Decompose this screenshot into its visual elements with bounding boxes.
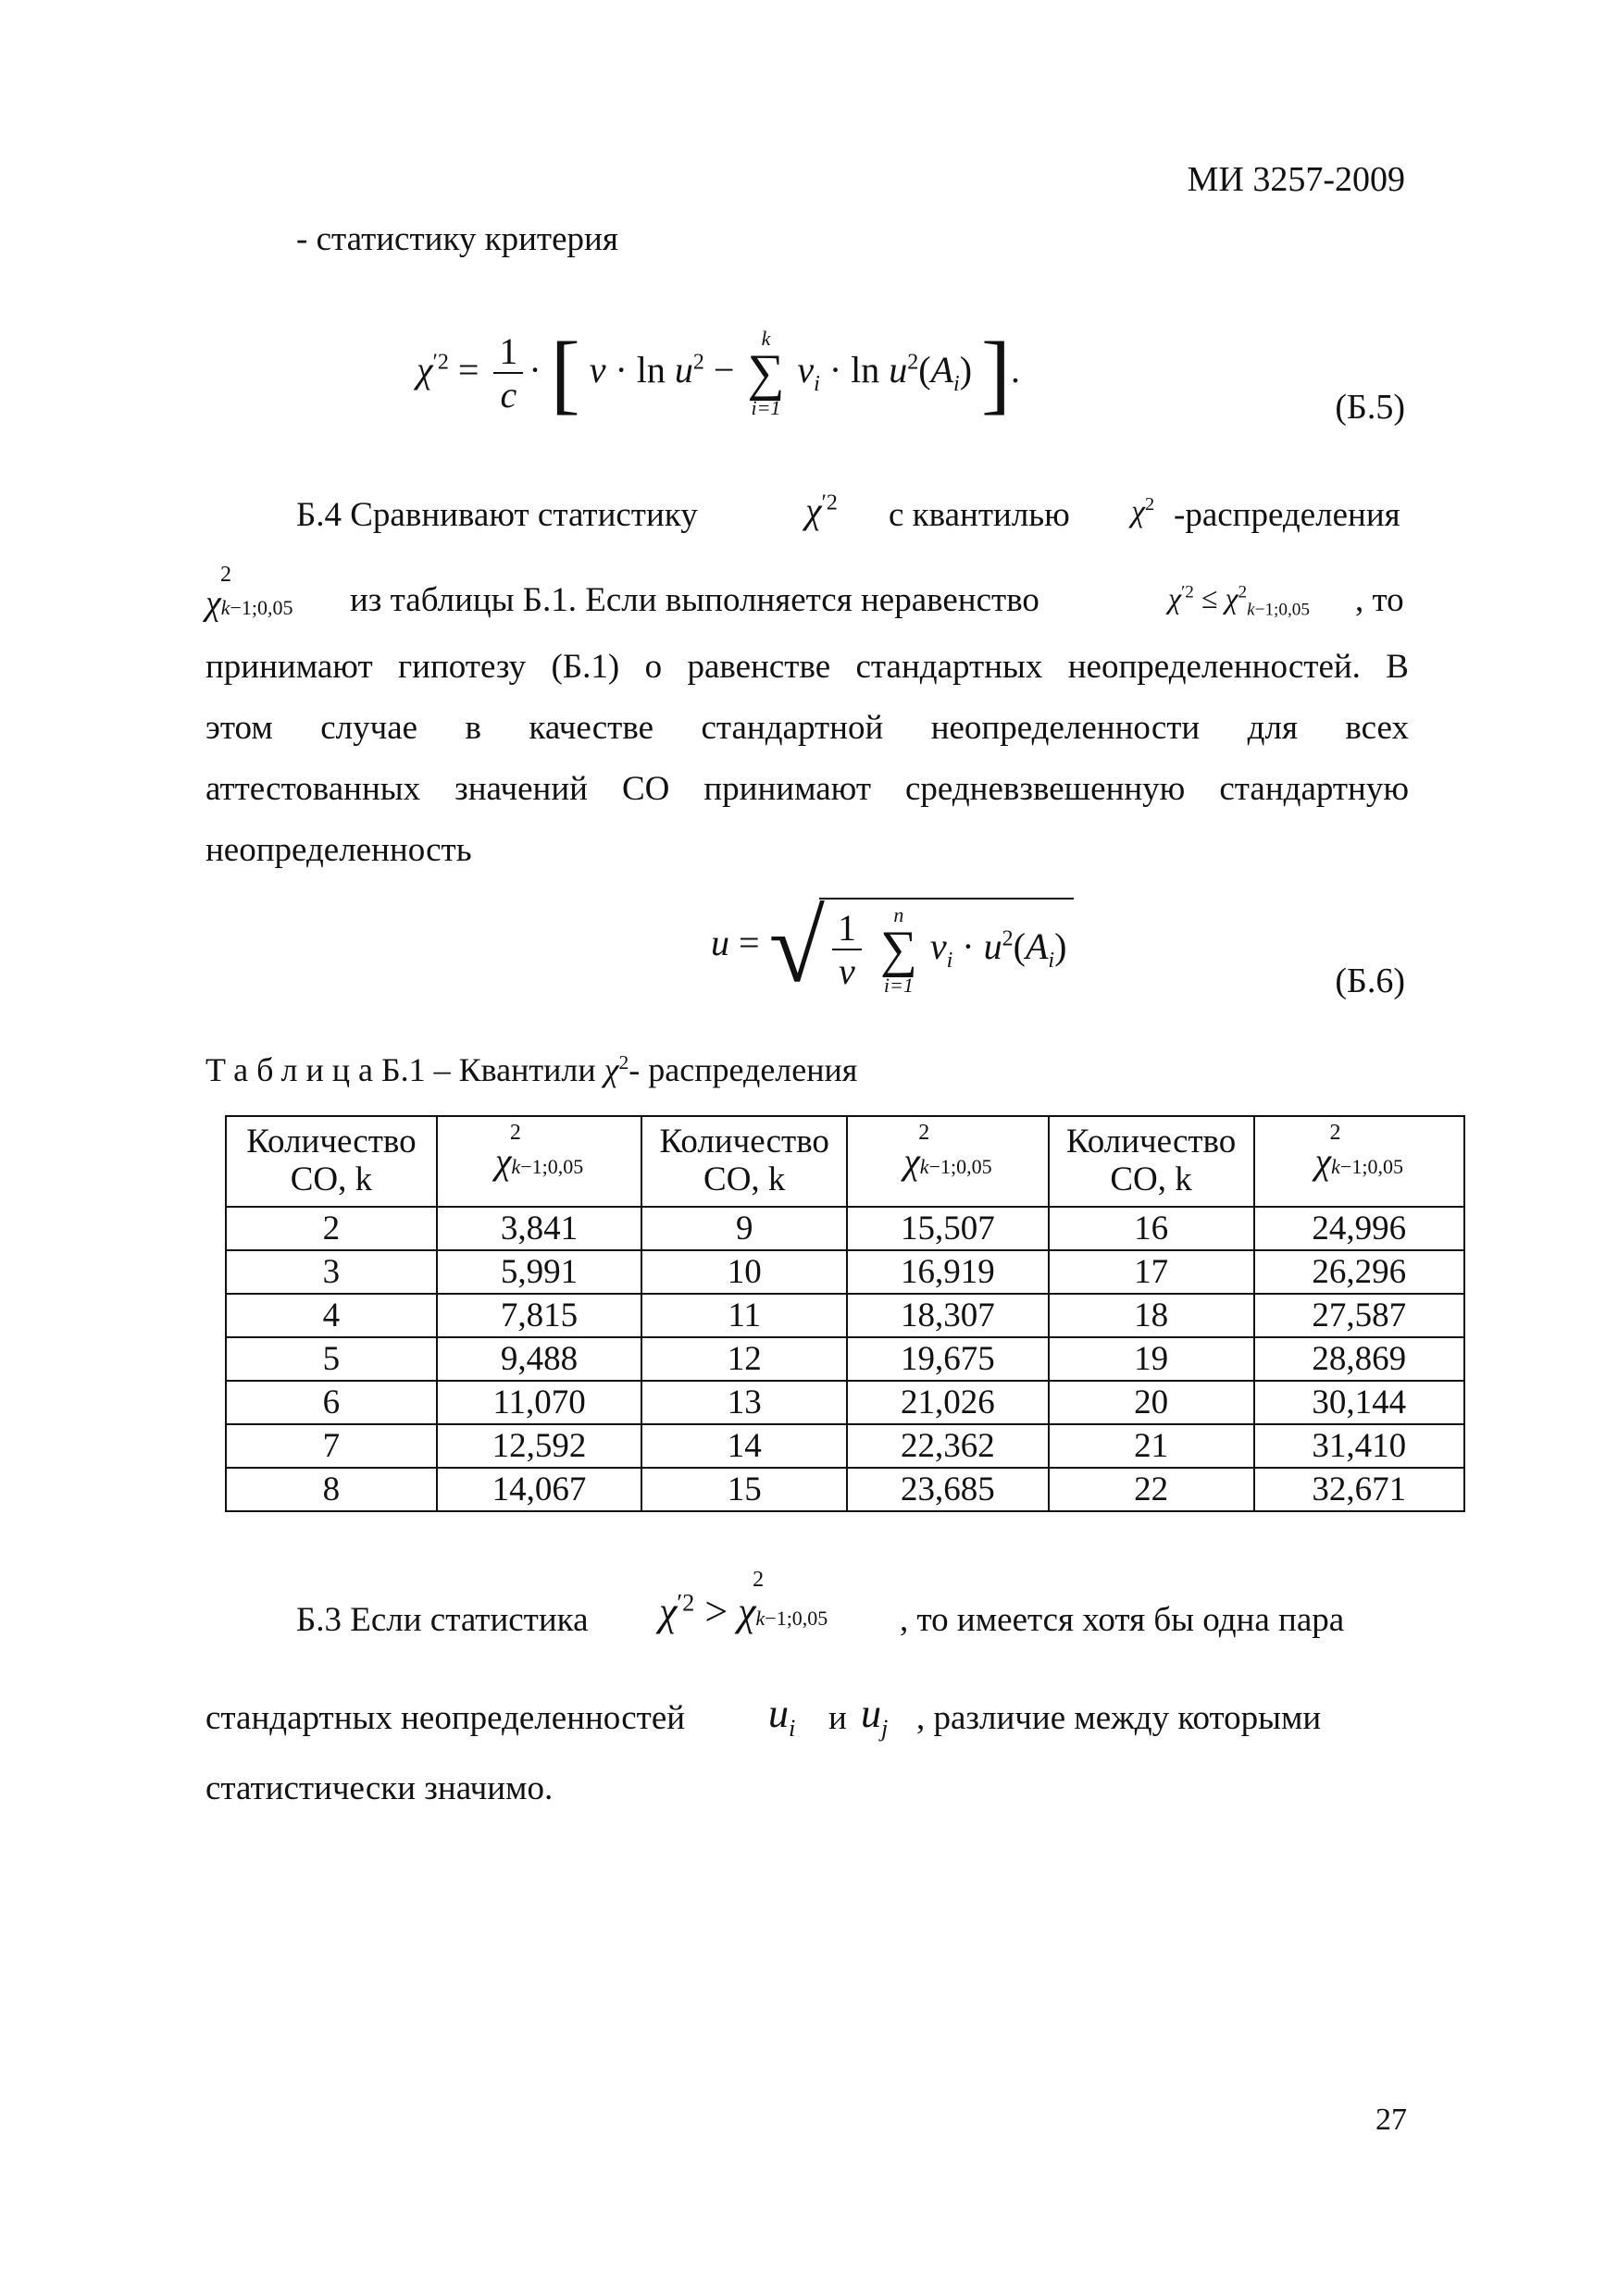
chi-prime-squared: $\chi^{'2}$	[805, 490, 838, 531]
para-b3-line3: статистически значимо.	[205, 1769, 554, 1807]
chi-quantile-symbol: χ 2 k−1;0,05	[205, 563, 293, 623]
table-cell: 18	[1049, 1294, 1254, 1337]
table-cell: 22,362	[847, 1424, 1049, 1468]
para-b4-line6: неопределенность	[205, 831, 472, 869]
para-b3-line2-start: стандартных неопределенностей	[205, 1699, 686, 1737]
header-quantile-2: χ 2 k−1;0,05	[847, 1116, 1049, 1207]
table-cell: 15	[641, 1468, 847, 1511]
equation-number-b6: (Б.6)	[1335, 962, 1405, 1000]
para-b3-line1-start: Б.3 Если статистика	[296, 1601, 589, 1639]
table-cell: 7	[226, 1424, 437, 1468]
table-cell: 3,841	[437, 1207, 641, 1250]
table-cell: 22	[1049, 1468, 1254, 1511]
table-cell: 20	[1049, 1381, 1254, 1424]
table-cell: 11,070	[437, 1381, 641, 1424]
table-row	[226, 1337, 1464, 1381]
header-count-1: Количество СО, k	[226, 1116, 437, 1207]
para-b4-line2-end: , то	[1355, 581, 1404, 619]
u-i-symbol: $u_i$	[768, 1691, 796, 1742]
table-cell: 5,991	[437, 1250, 641, 1294]
table-row	[226, 1424, 1464, 1468]
document-code: МИ 3257-2009	[1187, 160, 1405, 199]
table-cell: 14,067	[437, 1468, 641, 1511]
table-cell: 32,671	[1254, 1468, 1465, 1511]
table-row	[226, 1381, 1464, 1424]
para-b4-line3: принимают гипотезу (Б.1) о равенстве стандартных неопределенностей. В	[205, 648, 1409, 686]
table-cell: 18,307	[847, 1294, 1049, 1337]
table-cell: 24,996	[1254, 1207, 1465, 1250]
header-count-2: Количество СО, k	[641, 1116, 847, 1207]
table-cell: 16	[1049, 1207, 1254, 1250]
table-cell: 8	[226, 1468, 437, 1511]
table-cell: 23,685	[847, 1468, 1049, 1511]
quantile-table	[225, 1115, 1465, 1512]
table-row	[226, 1468, 1464, 1511]
table-cell: 26,296	[1254, 1250, 1465, 1294]
table-cell: 28,869	[1254, 1337, 1465, 1381]
formula-b5: $\chi^{'2}$ = $\frac{1}{c}$ · [ $\nu \cdot \ln u^2$ − k ∑ i=1 $\nu_i \cdot \ln u^2(A_i)$ ].	[417, 323, 1021, 423]
chi-squared-symbol: $\chi^2$	[1131, 494, 1155, 529]
table-cell: 6	[226, 1381, 437, 1424]
para-b4-line5: аттестованных значений СО принимают средневзвешенную стандартную	[205, 770, 1409, 808]
page-number: 27	[1375, 2103, 1407, 2137]
para-b3-line1-end: , то имеется хотя бы одна пара	[900, 1601, 1345, 1639]
table-cell: 21	[1049, 1424, 1254, 1468]
table-cell: 27,587	[1254, 1294, 1465, 1337]
table-caption-rest: Б.1 – Квантили	[380, 1051, 596, 1088]
table-cell: 12,592	[437, 1424, 641, 1468]
table-row	[226, 1294, 1464, 1337]
table-cell: 16,919	[847, 1250, 1049, 1294]
table-cell: 19,675	[847, 1337, 1049, 1381]
table-cell: 4	[226, 1294, 437, 1337]
table-cell: 12	[641, 1337, 847, 1381]
para-b4-line4: этом случае в качестве стандартной неопределенности для всех	[205, 709, 1409, 747]
table-cell: 13	[641, 1381, 847, 1424]
para-b3-and: и	[828, 1699, 847, 1737]
table-cell: 9	[641, 1207, 847, 1250]
equation-number-b5: (Б.5)	[1335, 388, 1405, 427]
table-row	[226, 1250, 1464, 1294]
header-quantile-3: χ 2 k−1;0,05	[1254, 1116, 1465, 1207]
intro-line: - статистику критерия	[296, 220, 618, 258]
table-header-row	[226, 1116, 1464, 1207]
inequality-formula: $\chi^{'2} \le \chi^2_{k-1;0,05}$	[1168, 581, 1310, 620]
header-count-3: Количество СО, k	[1049, 1116, 1254, 1207]
u-j-symbol: $u_j$	[861, 1691, 889, 1742]
table-cell: 9,488	[437, 1337, 641, 1381]
table-cell: 31,410	[1254, 1424, 1465, 1468]
table-cell: 2	[226, 1207, 437, 1250]
table-caption-word: Таблица	[205, 1051, 381, 1088]
table-row	[226, 1207, 1464, 1250]
table-caption-tail: - распределения	[629, 1051, 858, 1088]
para-b4-line1-start: Б.4 Сравнивают статистику	[296, 496, 698, 534]
table-cell: 21,026	[847, 1381, 1049, 1424]
table-cell: 14	[641, 1424, 847, 1468]
para-b3-line2-end: , различие между которыми	[916, 1699, 1322, 1737]
table-cell: 30,144	[1254, 1381, 1465, 1424]
table-cell: 15,507	[847, 1207, 1049, 1250]
formula-b6: u = √ $\frac{1}{\nu}$ n ∑ i=1 $\nu_i \cdot u^2(A_i)$	[711, 896, 1074, 998]
inequality-greater: $\chi^{'2} > \chi$ 2 k−1;0,05	[659, 1568, 828, 1634]
table-cell: 10	[641, 1250, 847, 1294]
para-b4-line2: из таблицы Б.1. Если выполняется неравенство	[350, 581, 1039, 619]
table-cell: 7,815	[437, 1294, 641, 1337]
table-cell: 11	[641, 1294, 847, 1337]
table-caption: ТаблицаБ.1 – Квантили $\chi^2-$ распределения	[205, 1051, 858, 1088]
header-quantile-1: χ 2 k−1;0,05	[437, 1116, 641, 1207]
table-cell: 5	[226, 1337, 437, 1381]
table-cell: 3	[226, 1250, 437, 1294]
para-b4-line1-end: -распределения	[1174, 496, 1400, 534]
table-cell: 17	[1049, 1250, 1254, 1294]
table-cell: 19	[1049, 1337, 1254, 1381]
para-b4-line1-mid: с квантилью	[889, 496, 1070, 534]
